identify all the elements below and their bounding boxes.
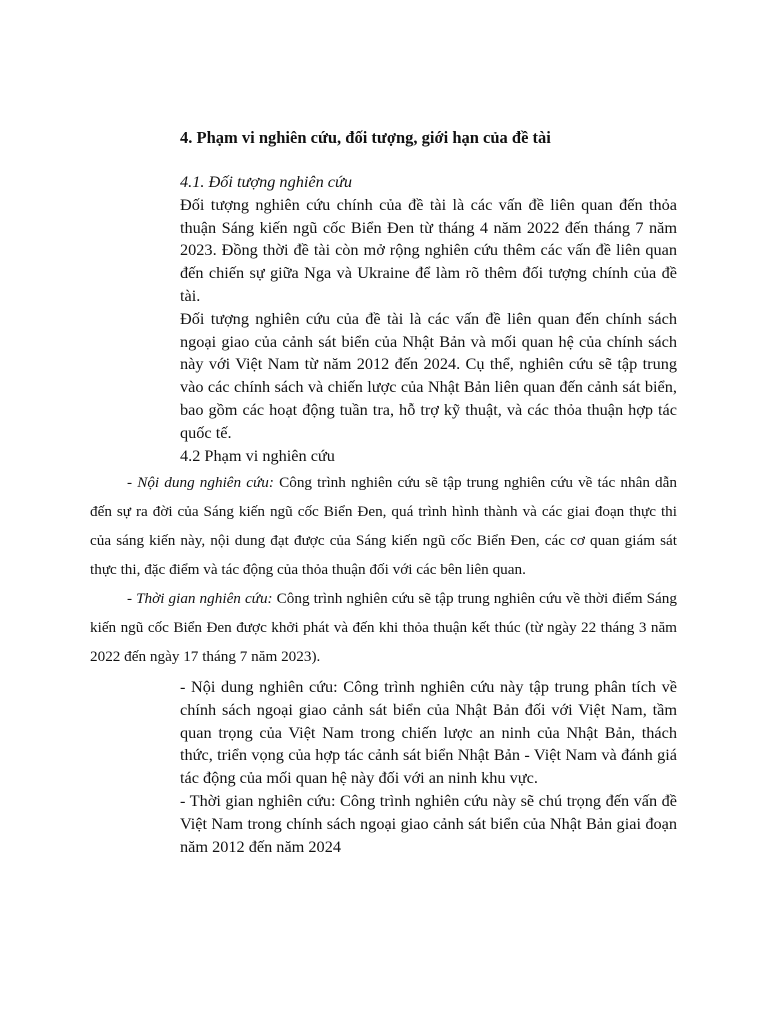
section-heading: 4. Phạm vi nghiên cứu, đối tượng, giới hạn của đề tài <box>180 128 551 147</box>
scope-item-prefix: - <box>127 590 137 607</box>
subsection-title-4-1: 4.1. Đối tượng nghiên cứu <box>180 172 353 191</box>
paragraph-object-2: Đối tượng nghiên cứu của đề tài là các vấn đề liên quan đến chính sách ngoại giao của cảnh sát biển của Nhật Bản và mối quan hệ của chính sách này với Việt Nam từ năm 2012 đến 2024. Cụ thể, nghiên cứu sẽ tập trung vào các chính sách và chiến lược của Nhật Bản liên quan đến cảnh sát biển, bao gồm các hoạt động tuần tra, hỗ trợ kỹ thuật, và các thỏa thuận hợp tác quốc tế. <box>180 308 677 442</box>
scope-item-content <box>90 468 677 584</box>
scope-item-prefix: - <box>127 474 138 491</box>
scope-item-time <box>90 584 677 671</box>
section-4-1-block <box>180 171 677 467</box>
scope-block-narrow <box>180 676 677 858</box>
paragraph-object-1: Đối tượng nghiên cứu chính của đề tài là các vấn đề liên quan đến thỏa thuận Sáng kiến ngũ cốc Biển Đen từ tháng 4 năm 2022 đến tháng 7 năm 2023. Đồng thời đề tài còn mở rộng nghiên cứu thêm các vấn đề liên quan đến chiến sự giữa Nga và Ukraine để làm rõ thêm đối tượng chính của đề tài. <box>180 194 677 305</box>
scope-block-wide <box>90 468 677 671</box>
scope-item-time-japan: - Thời gian nghiên cứu: Công trình nghiên cứu này sẽ chú trọng đến vấn đề Việt Nam trong chính sách ngoại giao cảnh sát biển của Nhật Bản giai đoạn năm 2012 đến năm 2024 <box>180 790 677 856</box>
scope-item-text: Công trình nghiên cứu sẽ tập trung nghiên cứu về thời điểm Sáng kiến ngũ cốc Biển Đen được khởi phát và đến khi thỏa thuận kết thúc (từ ngày 22 tháng 3 năm 2022 đến ngày 17 tháng 7 năm 2023). <box>90 590 677 665</box>
scope-item-label: Nội dung nghiên cứu: <box>137 474 274 491</box>
scope-item-text: Công trình nghiên cứu sẽ tập trung nghiên cứu về tác nhân dẫn đến sự ra đời của Sáng kiến ngũ cốc Biển Đen, quá trình hình thành và các giai đoạn thực thi của sáng kiến này, nội dung đạt được của Sáng kiến ngũ cốc Biển Đen, các cơ quan giám sát thực thi, đặc điểm và tác động của thỏa thuận đối với các bên liên quan. <box>90 474 677 578</box>
scope-item-content-japan: - Nội dung nghiên cứu: Công trình nghiên cứu này tập trung phân tích về chính sách ngoại giao cảnh sát biển của Nhật Bản đối với Việt Nam, tầm quan trọng của Việt Nam trong chiến lược an ninh của Nhật Bản, thách thức, triển vọng của hợp tác cảnh sát biển Nhật Bản - Việt Nam và đánh giá tác động của mối quan hệ này đối với an ninh khu vực. <box>180 677 677 788</box>
scope-item-label: Thời gian nghiên cứu: <box>136 590 273 607</box>
subsection-title-4-2: 4.2 Phạm vi nghiên cứu <box>180 445 335 465</box>
